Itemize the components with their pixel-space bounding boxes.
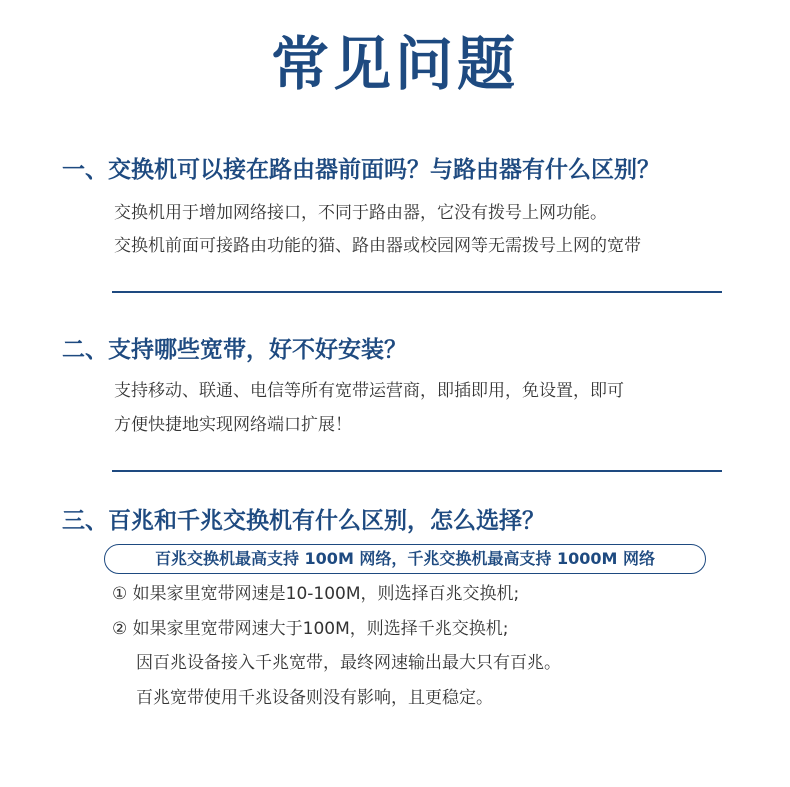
divider-2 — [112, 470, 722, 472]
highlight-note: 百兆交换机最高支持 100M 网络，千兆交换机最高支持 1000M 网络 — [104, 544, 706, 574]
faq-question-1: 一、交换机可以接在路由器前面吗？与路由器有什么区别？ — [62, 157, 660, 183]
divider-1 — [112, 291, 722, 293]
faq-answer-3-line-1: ① 如果家里宽带网速是10-100M，则选择百兆交换机; — [112, 584, 520, 604]
faq-answer-2-line-2: 方便快捷地实现网络端口扩展！ — [114, 415, 352, 435]
faq-question-3: 三、百兆和千兆交换机有什么区别，怎么选择？ — [62, 508, 545, 534]
faq-answer-3-line-3: 因百兆设备接入千兆宽带，最终网速输出最大只有百兆。 — [136, 653, 561, 673]
faq-answer-2-line-1: 支持移动、联通、电信等所有宽带运营商，即插即用，免设置，即可 — [114, 381, 624, 401]
faq-answer-1-line-2: 交换机前面可接路由功能的猫、路由器或校园网等无需拨号上网的宽带 — [114, 236, 641, 256]
faq-answer-3-line-2: ② 如果家里宽带网速大于100M，则选择千兆交换机; — [112, 619, 509, 639]
faq-answer-1-line-1: 交换机用于增加网络接口，不同于路由器，它没有拨号上网功能。 — [114, 203, 607, 223]
faq-question-2: 二、支持哪些宽带，好不好安装？ — [62, 337, 407, 363]
faq-answer-3-line-4: 百兆宽带使用千兆设备则没有影响，且更稳定。 — [136, 688, 493, 708]
page-title: 常见问题 — [270, 30, 519, 98]
